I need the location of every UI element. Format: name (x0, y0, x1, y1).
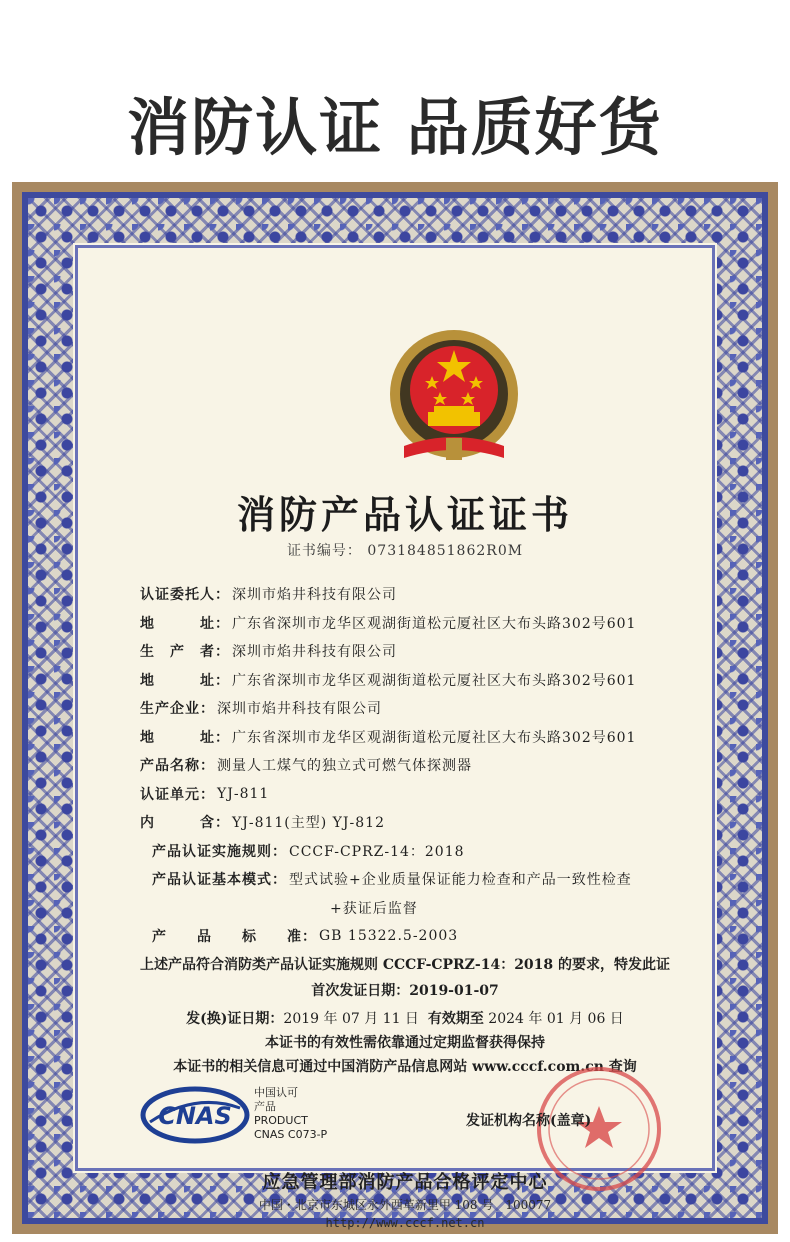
valid-date: 2024 年 01 月 06 日 (488, 1011, 624, 1027)
national-emblem-icon (374, 328, 534, 478)
field-row: 地 址： 广东省深圳市龙华区观湖街道松元厦社区大布头路302号601 (140, 615, 637, 632)
mode-row: 产品认证基本模式： 型式试验+企业质量保证能力检查和产品一致性检查 (152, 872, 632, 889)
field-row: 认证委托人： 深圳市焰井科技有限公司 (140, 587, 397, 604)
cnas-text: 中国认可 产品 PRODUCT CNAS C073-P (254, 1086, 328, 1141)
field-row: 生 产 者： 深圳市焰井科技有限公司 (140, 644, 397, 661)
cnas-logo-icon (140, 1086, 250, 1144)
field-row: 认证单元： YJ-811 (140, 785, 270, 803)
certificate-border (22, 192, 768, 1230)
certificate-statement: 上述产品符合消防类产品认证实施规则 CCCF-CPRZ-14：2018 的要求，特发此证 (139, 957, 671, 973)
banner-title: 消防认证 品质好货 (127, 91, 663, 164)
organization-name: 应急管理部消防产品合格评定中心 (262, 1172, 548, 1193)
query-note: 本证书的相关信息可通过中国消防产品信息网站 www.cccf.com.cn 查询 (173, 1059, 637, 1075)
rules-row: 产品认证实施规则： CCCF-CPRZ-14：2018 (152, 843, 465, 860)
certificate-frame (12, 182, 778, 1234)
field-row: 产品名称： 测量人工煤气的独立式可燃气体探测器 (140, 758, 472, 775)
issue-date: 2019 年 07 月 11 日 (283, 1011, 419, 1027)
certificate-number: 证书编号： 073184851862R0M (286, 543, 524, 559)
organization-url: http://www.cccf.net.cn (325, 1216, 485, 1230)
certificate-title: 消防产品认证证书 (236, 492, 573, 537)
organization-address: 中国・北京市东城区永外西革新里甲 108 号 100077 (258, 1198, 552, 1212)
field-row: 地 址： 广东省深圳市龙华区观湖街道松元厦社区大布头路302号601 (140, 729, 637, 746)
validity-note: 本证书的有效性需依靠通过定期监督获得保持 (265, 1035, 545, 1051)
field-row: 地 址： 广东省深圳市龙华区观湖街道松元厦社区大布头路302号601 (140, 672, 637, 689)
first-issue-date: 首次发证日期：2019-01-07 (311, 983, 499, 999)
certificate-fields (140, 580, 720, 951)
field-row: 内 含： YJ-811(主型) YJ-812 (140, 815, 385, 832)
standard-row: 产 品 标 准： GB 15322.5-2003 (152, 928, 459, 946)
cnas-logo-text: CNAS (158, 1102, 232, 1130)
certificate-paper (78, 248, 712, 1230)
mode-row-continued: +获证后监督 (330, 900, 418, 917)
field-row: 生产企业： 深圳市焰井科技有限公司 (140, 701, 382, 718)
issue-validity-line: 发(换)证日期：2019 年 07 月 11 日 有效期至 2024 年 01 月 06 日 (186, 1011, 624, 1027)
issuer-label: 发证机构名称(盖章) (466, 1113, 592, 1129)
